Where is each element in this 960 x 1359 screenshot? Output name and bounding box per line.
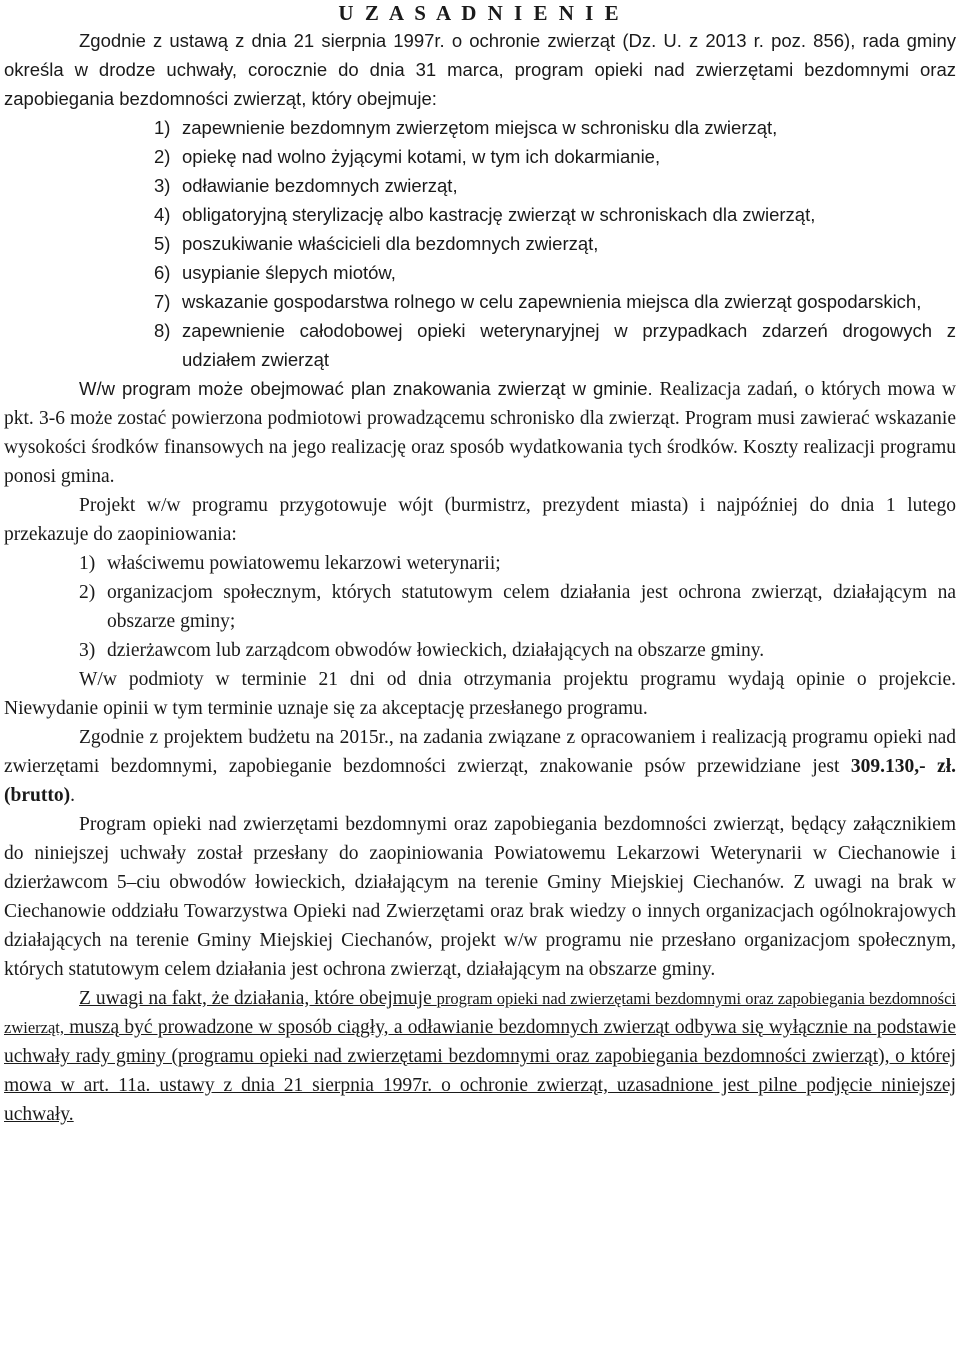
document-title: U Z A S A D N I E N I E: [338, 1, 622, 25]
budget-amount: 309.130,- zł. (brutto): [4, 756, 956, 806]
program-list-item: 3) odławianie bezdomnych zwierząt,: [154, 175, 458, 196]
program-list-item: 4) obligatoryjną sterylizację albo kastrację zwierząt w schroniskach dla zwierząt,: [154, 204, 816, 225]
budget-paragraph: Zgodnie z projektem budżetu na 2015r., na zadania związane z opracowaniem i realizacją programu opieki nad zwierzętami bezdomnymi, zapobieganie bezdomności zwierząt, znakowanie psów przewidziane jest 309.130,- zł. (brutto).: [4, 727, 956, 806]
opinion-list: [4, 549, 956, 665]
program-list-item: 6) usypianie ślepych miotów,: [154, 262, 396, 283]
document-page: [4, 0, 956, 1129]
program-list: [4, 113, 956, 374]
opinion-list-item: 1) właściwemu powiatowemu lekarzowi weterynarii;: [79, 553, 501, 574]
opinion-list-item: 2) organizacjom społecznym, których statutowym celem działania jest ochrona zwierząt, działającym na obszarze gminy;: [79, 582, 956, 632]
opinion-list-item: 3) dzierżawcom lub zarządcom obwodów łowieckich, działających na obszarze gminy.: [79, 640, 765, 661]
project-paragraph: Projekt w/w programu przygotowuje wójt (burmistrz, prezydent miasta) i najpóźniej do dnia 1 lutego przekazuje do zaopiniowania:: [4, 495, 956, 545]
program-list-item: 7) wskazanie gospodarstwa rolnego w celu zapewnienia miejsca dla zwierząt gospodarskich,: [154, 291, 922, 312]
program-list-item: 8) zapewnienie całodobowej opieki weterynaryjnej w przypadkach zdarzeń drogowych z udziałem zwierząt: [154, 320, 956, 370]
intro-paragraph: Zgodnie z ustawą z dnia 21 sierpnia 1997r. o ochronie zwierząt (Dz. U. z 2013 r. poz. 856), rada gminy określa w drodze uchwały, corocznie do dnia 31 marca, program opieki nad zwierzętami bezdomnymi oraz zapobiegania bezdomności zwierząt, który obejmuje:: [4, 30, 956, 109]
program-list-item: 5) poszukiwanie właścicieli dla bezdomnych zwierząt,: [154, 233, 599, 254]
program-list-item: 2) opiekę nad wolno żyjącymi kotami, w tym ich dokarmianie,: [154, 146, 661, 167]
conclusion-paragraph: Z uwagi na fakt, że działania, które obejmuje program opieki nad zwierzętami bezdomnymi oraz zapobiegania bezdomności zwierząt, muszą być prowadzone w sposób ciągły, a odławianie bezdomnych zwierząt odbywa się wyłącznie na podstawie uchwały rady gminy (programu opieki nad zwierzętami bezdomnymi oraz zapobiegania bezdomności zwierząt), o której mowa w art. 11a. ustawy z dnia 21 sierpnia 1997r. o ochronie zwierząt, uzasadnione jest pilne podjęcie niniejszej uchwały.: [4, 988, 957, 1125]
sent-paragraph: Program opieki nad zwierzętami bezdomnymi oraz zapobiegania bezdomności zwierząt, będący załącznikiem do niniejszej uchwały został przesłany do zaopiniowania Powiatowemu Lekarzowi Weterynarii w Ciechanowie i dzierżawcom 5–ciu obwodów łowieckich, działającym na terenie Gminy Miejskiej Ciechanów. Z uwagi na brak w Ciechanowie oddziału Towarzystwa Opieki nad Zwierzętami oraz brak wiedzy o innych organizacjach ogólnokrajowych działających na terenie Gminy Miejskiej Ciechanów, projekt w/w programu nie przesłano organizacjom społecznym, których statutowym celem działania jest ochrona zwierząt, działającym na obszarze gminy.: [4, 814, 956, 980]
opinions-paragraph: W/w podmioty w terminie 21 dni od dnia otrzymania projektu programu wydają opinie o projekcie. Niewydanie opinii w tym terminie uznaje się za akceptację przesłanego programu.: [4, 669, 956, 719]
marking-paragraph: W/w program może obejmować plan znakowania zwierząt w gminie. Realizacja zadań, o których mowa w pkt. 3-6 może zostać powierzona podmiotowi prowadzącemu schronisko dla zwierząt. Program musi zawierać wskazanie wysokości środków finansowych na jego realizację oraz sposób wydatkowania tych środków. Koszty realizacji programu ponosi gmina.: [4, 378, 956, 487]
program-list-item: 1) zapewnienie bezdomnym zwierzętom miejsca w schronisku dla zwierząt,: [154, 117, 778, 138]
